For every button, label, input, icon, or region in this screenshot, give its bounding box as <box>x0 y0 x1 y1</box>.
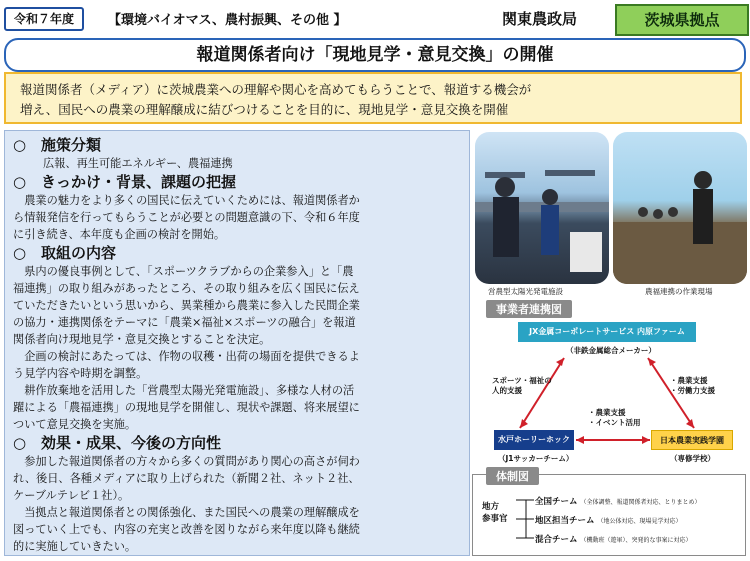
team-mixed <box>535 533 692 545</box>
label-line: ・労働力支援 <box>670 386 715 395</box>
label-line: 人的支援 <box>492 386 522 395</box>
section-text: れ、後日、各種メディアに取り上げられた（新聞２社、ネット２社、 <box>13 472 360 485</box>
section-heading <box>13 135 461 155</box>
section-text: に引き続き、本年度も企画の検討を開始。 <box>13 228 226 241</box>
soccer-team-box: 水戸ホーリーホック <box>494 430 574 450</box>
label-line: 参事官 <box>482 514 508 524</box>
header-bar <box>0 0 750 36</box>
base-badge: 茨城県拠点 <box>615 4 749 36</box>
soccer-team-type: （J1サッカーチーム） <box>498 454 574 463</box>
circle-mark: ○ <box>13 244 27 262</box>
label-line: 地方 <box>482 502 500 512</box>
welfare-farm-photo <box>613 132 747 284</box>
section-heading <box>13 243 461 263</box>
photo-caption: 農福連携の作業現場 <box>645 287 713 296</box>
section-text: 的に実施していきたい。 <box>13 540 137 553</box>
section-text: 躍による「農福連携」の現地見学を開催し、現状や課題、将来展望に <box>13 401 360 414</box>
team-name: 地区担当チーム <box>535 516 595 526</box>
intro-line-1: 報道関係者（メディア）に茨城農業への理解や関心を高めてもらうことで、報道する機会が <box>20 82 532 97</box>
support-label-middle <box>588 408 641 428</box>
label-line: ・農業支援 <box>588 408 626 417</box>
section-text: ついて意見交換を実施。 <box>13 418 137 431</box>
section-text: う見学内容や時期を調整。 <box>13 367 148 380</box>
fiscal-year-badge: 令和７年度 <box>4 7 84 31</box>
structure-bracket <box>514 496 536 546</box>
support-label-right <box>670 376 715 396</box>
circle-mark: ○ <box>13 173 27 191</box>
section-text: 県内の優良事例として、「スポーツクラブからの企業参入」と「農 <box>24 265 354 278</box>
diagram-title: 事業者連携図 <box>486 300 572 318</box>
section-text: 広報、再生可能エネルギー、農福連携 <box>43 157 233 170</box>
company-box-top: JX金属コーポレートサービス 内原ファーム <box>518 322 696 342</box>
counselor-label <box>482 500 508 524</box>
circle-mark: ○ <box>13 434 27 452</box>
label-line: スポーツ・福祉の <box>492 376 552 385</box>
section-title: 取組の内容 <box>41 244 117 262</box>
section-heading <box>13 433 461 453</box>
section-text: 参加した報道関係者の方々から多くの質問があり関心の高さが伺わ <box>24 455 360 468</box>
section-heading <box>13 172 461 192</box>
company-type-top: （非鉄金属総合メーカー） <box>566 346 656 355</box>
intro-line-2: 増え、国民への農業の理解醸成に結びつけることを目的に、現地見学・意見交換を開催 <box>20 102 509 117</box>
school-type: （専修学校） <box>670 454 715 463</box>
photo-caption: 営農型太陽光発電施設 <box>488 287 563 296</box>
section-text: 関係者向け現地見学・意見交換とすることを決定。 <box>13 333 271 346</box>
photo-illustration <box>475 132 609 284</box>
section-text: 当拠点と報道関係者との関係強化、また国民への農業の理解醸成を <box>24 506 360 519</box>
page-title: 報道関係者向け「現地見学・意見交換」の開催 <box>4 38 746 72</box>
section-text: ら情報発信を行ってもらうことが必要との問題意識の下、令和６年度 <box>13 211 360 224</box>
photo-illustration <box>613 132 747 284</box>
section-text: 農業の魅力をより多くの国民に伝えていくためには、報道関係者か <box>24 194 360 207</box>
category-label: 【環境バイオマス、農村振興、その他 】 <box>108 13 347 28</box>
circle-mark: ○ <box>13 136 27 154</box>
content-panel <box>4 130 470 556</box>
support-label-left <box>492 376 552 396</box>
team-note: （地公体対応、現場見学対応） <box>597 518 682 525</box>
section-text: の協力・連携関係をテーマに「農業×福祉×スポーツの融合」を報道 <box>13 316 356 329</box>
team-national <box>535 495 701 507</box>
section-text: 耕作放棄地を活用した「営農型太陽光発電施設」、多様な人材の活 <box>24 384 355 397</box>
team-regional <box>535 514 682 526</box>
section-title: 施策分類 <box>41 136 102 154</box>
section-text: ていただきたいという思いから、異業種から農業に参入した民間企業 <box>13 299 360 312</box>
section-text: 図っていく上でも、内容の充実と改善を図りながら来年度以降も継続 <box>13 523 360 536</box>
bureau-name: 関東農政局 <box>502 10 578 28</box>
team-note: （機動班（遊軍）、突発的な事案に対応） <box>580 537 692 544</box>
section-text: 企画の検討にあたっては、作物の収穫・出荷の場面を提供できるよ <box>24 350 360 363</box>
section-title: 効果・成果、今後の方向性 <box>41 434 222 452</box>
team-note: （全体調整、報道関係者対応、とりまとめ） <box>580 499 701 506</box>
label-line: ・農業支援 <box>670 376 708 385</box>
school-box: 日本農業実践学園 <box>651 430 733 450</box>
label-line: ・イベント活用 <box>588 418 641 427</box>
solar-facility-photo <box>475 132 609 284</box>
team-name: 混合チーム <box>535 535 578 545</box>
structure-title: 体制図 <box>486 467 539 485</box>
section-text: 福連携」の取り組みがあったところ、その取り組みを広く国民に伝え <box>13 282 360 295</box>
section-text: ケーブルテレビ１社）。 <box>13 489 130 502</box>
team-name: 全国チーム <box>535 497 578 507</box>
section-title: きっかけ・背景、課題の把握 <box>41 173 237 191</box>
intro-box <box>4 72 742 124</box>
